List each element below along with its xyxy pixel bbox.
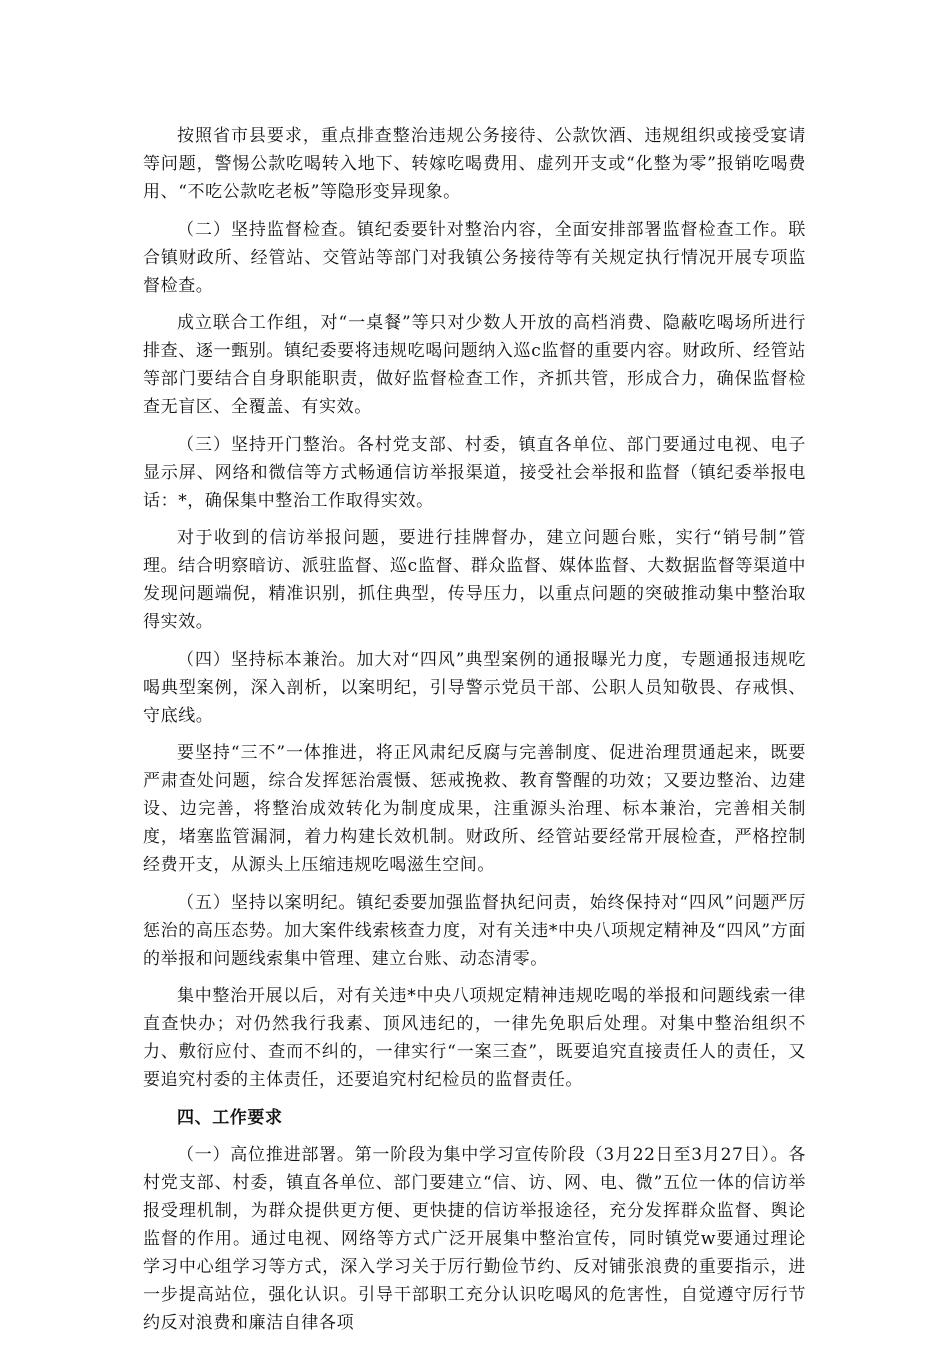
paragraph-4: （三）坚持开门整治。各村党支部、村委，镇直各单位、部门要通过电视、电子显示屏、网络和微信等方式畅通信访举报渠道，接受社会举报和监督（镇纪委举报电话：*，确保集中整治工作取得实效。 <box>143 434 806 511</box>
paragraph-5: 对于收到的信访举报问题，要进行挂牌督办，建立问题台账，实行“销号制”管理。结合明察暗访、派驻监督、巡c监督、群众监督、媒体监督、大数据监督等渠道中发现问题端倪，精准识别，抓住典型，传导压力，以重点问题的突破推动集中整治取得实效。 <box>143 528 806 632</box>
paragraph-9: 集中整治开展以后，对有关违*中央八项规定精神违规吃喝的举报和问题线索一律直查快办；对仍然我行我素、顶风违纪的，一律先免职后处理。对集中整治组织不力、敷衍应付、查而不纠的，一律实行“一案三查”，既要追究直接责任人的责任，又要追究村委的主体责任，还要追究村纪检员的监督责任。 <box>143 986 806 1090</box>
document-body <box>143 122 806 1347</box>
paragraph-10: （一）高位推进部署。第一阶段为集中学习宣传阶段（3月22日至3月27日）。各村党支部、村委，镇直各单位、部门要建立“信、访、网、电、微”五位一体的信访举报受理机制，为群众提供更方便、更快捷的信访举报途径，充分发挥群众监督、舆论监督的作用。通过电视、网络等方式广泛开展集中整治宣传，同时镇党w要通过理论学习中心组学习等方式，深入学习关于厉行勤俭节约、反对铺张浪费的重要指示，进一步提高站位，强化认识。引导干部职工充分认识吃喝风的危害性，自觉遵守厉行节约反对浪费和廉洁自律各项 <box>143 1145 806 1333</box>
paragraph-3: 成立联合工作组，对“一桌餐”等只对少数人开放的高档消费、隐蔽吃喝场所进行排查、逐一甄别。镇纪委要将违规吃喝问题纳入巡c监督的重要内容。财政所、经管站等部门要结合自身职能职责，做好监督检查工作，齐抓共管，形成合力，确保监督检查无盲区、全覆盖、有实效。 <box>143 313 806 417</box>
paragraph-1: 按照省市县要求，重点排查整治违规公务接待、公款饮酒、违规组织或接受宴请等问题，警惕公款吃喝转入地下、转嫁吃喝费用、虚列开支或“化整为零”报销吃喝费用、“不吃公款吃老板”等隐形变异现象。 <box>143 126 806 202</box>
paragraph-2: （二）坚持监督检查。镇纪委要针对整治内容，全面安排部署监督检查工作。联合镇财政所、经管站、交管站等部门对我镇公务接待等有关规定执行情况开展专项监督检查。 <box>143 219 806 296</box>
section-heading: 四、工作要求 <box>177 1107 283 1128</box>
paragraph-6: （四）坚持标本兼治。加大对“四风”典型案例的通报曝光力度，专题通报违规吃喝典型案例，深入剖析，以案明纪，引导警示党员干部、公职人员知敬畏、存戒惧、守底线。 <box>143 649 806 726</box>
paragraph-8: （五）坚持以案明纪。镇纪委要加强监督执纪问责，始终保持对“四风”问题严厉惩治的高压态势。加大案件线索核查力度，对有关违*中央八项规定精神及“四风”方面的举报和问题线索集中管理、建立台账、动态清零。 <box>143 892 806 969</box>
paragraph-7: 要坚持“三不”一体推进，将正风肃纪反腐与完善制度、促进治理贯通起来，既要严肃查处问题，综合发挥惩治震慑、惩戒挽救、教育警醒的功效；又要边整治、边建设、边完善，将整治成效转化为制度成果，注重源头治理、标本兼治，完善相关制度，堵塞监管漏洞，着力构建长效机制。财政所、经管站要经常开展检查，严格控制经费开支，从源头上压缩违规吃喝滋生空间。 <box>143 743 806 875</box>
